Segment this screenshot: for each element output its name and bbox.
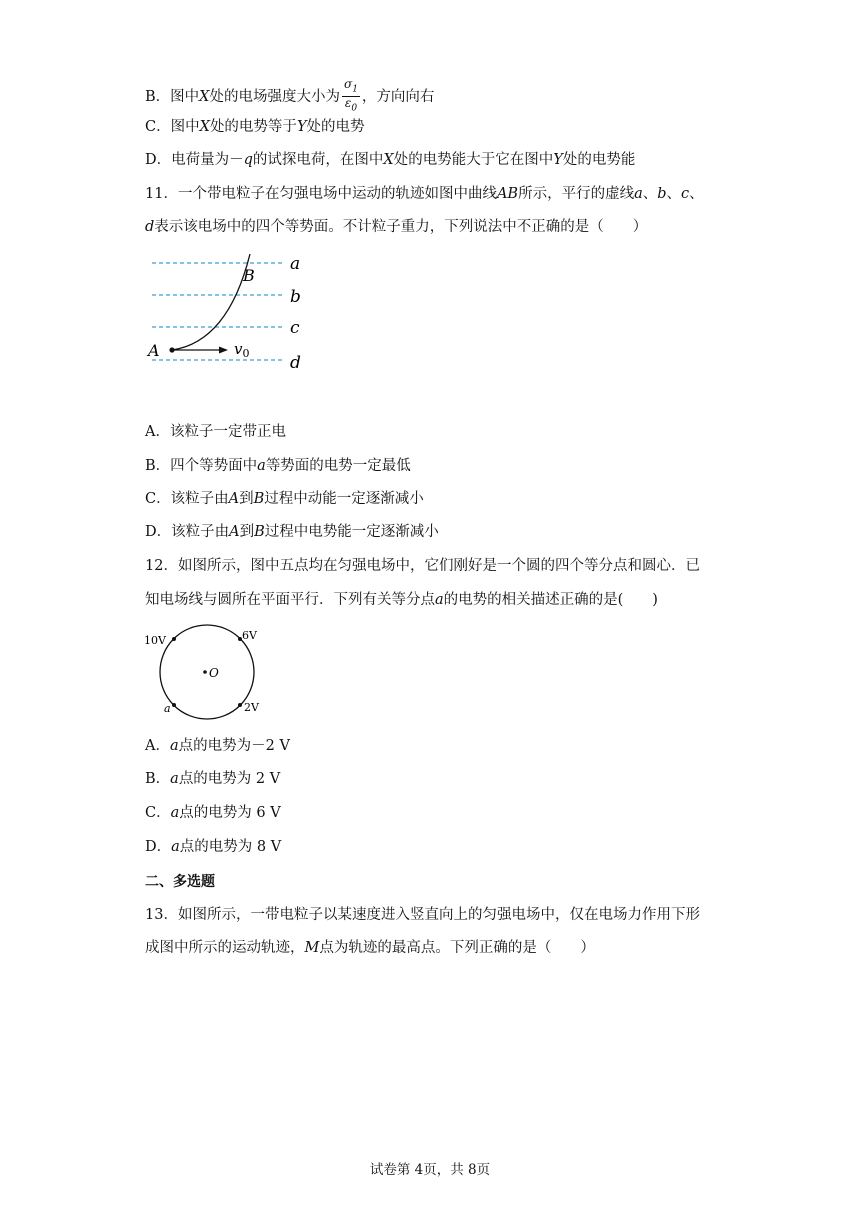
q12-stem-var: a bbox=[435, 592, 444, 608]
q11-stem-text-post: 所示，平行的虚线 bbox=[518, 186, 635, 202]
q11-d-var1: A bbox=[229, 524, 240, 540]
q10-d-var1: q bbox=[243, 152, 253, 168]
q10-option-b bbox=[145, 78, 434, 116]
q10-d-text-mid1: 的试探电荷，在图中 bbox=[252, 152, 384, 168]
label-line-c: c bbox=[290, 318, 300, 338]
velocity-arrow-head bbox=[219, 347, 228, 354]
q11-b-text: B．四个等势面中 bbox=[145, 458, 258, 474]
q12-b-text: 点的电势为 2 V bbox=[178, 771, 281, 787]
q11-option-b bbox=[145, 456, 411, 476]
label-a: a bbox=[164, 702, 171, 715]
label-10v: 10V bbox=[144, 634, 166, 647]
q10-d-var2: X bbox=[383, 152, 394, 168]
q11-equipotential-figure bbox=[140, 250, 320, 375]
q11-stem-text: 11．一个带电粒子在匀强电场中运动的轨迹如图中曲线 bbox=[145, 186, 497, 202]
q10-c-var1: X bbox=[199, 119, 210, 135]
q10-b-text: B．图中 bbox=[145, 88, 200, 105]
q11-stem-sep: 、 bbox=[666, 186, 682, 202]
q11-stem-sep: 、 bbox=[642, 186, 658, 202]
q12-d-label: D． bbox=[145, 839, 172, 855]
q11-stem-line1 bbox=[145, 184, 704, 204]
q13-stem-var: M bbox=[304, 940, 320, 956]
q11-stem-d: d bbox=[145, 219, 155, 235]
trajectory-curve-ab bbox=[172, 254, 250, 350]
q11-stem-line2 bbox=[145, 217, 647, 237]
q10-c-text: C．图中 bbox=[145, 119, 200, 135]
q11-c-var2: B bbox=[253, 491, 265, 507]
section-heading-multiple-choice: 二、多选题 bbox=[145, 874, 215, 890]
q10-d-text-post: 处的电势能 bbox=[562, 152, 636, 168]
q10-d-text-mid2: 处的电势能大于它在图中 bbox=[393, 152, 554, 168]
q13-stem-text2-post: 点为轨迹的最高点。下列正确的是（ ） bbox=[319, 940, 595, 956]
label-line-b: b bbox=[290, 287, 301, 307]
q11-d-text-mid: 到 bbox=[239, 524, 255, 540]
q11-stem-sep: 、 bbox=[689, 186, 704, 202]
q11-c-text-post: 过程中动能一定逐渐减小 bbox=[264, 491, 424, 507]
label-point-b: B bbox=[243, 266, 255, 285]
frac-denominator-sub: 0 bbox=[351, 103, 358, 114]
q11-option-d bbox=[145, 522, 439, 542]
q12-c-text: 点的电势为 6 V bbox=[179, 805, 281, 821]
q13-stem-line2 bbox=[145, 938, 595, 958]
point-a-dot bbox=[172, 703, 176, 707]
q12-b-label: B． bbox=[145, 771, 171, 787]
label-velocity: $v_0$ bbox=[234, 340, 250, 360]
q11-stem-b: b bbox=[657, 186, 667, 202]
q12-stem-text2-post: 的电势的相关描述正确的是( ) bbox=[443, 592, 658, 608]
q11-b-text-post: 等势面的电势一定最低 bbox=[265, 458, 411, 474]
q11-c-var1: A bbox=[228, 491, 240, 507]
q12-c-label: C． bbox=[145, 805, 171, 821]
q12-stem-line1 bbox=[145, 556, 700, 576]
label-line-d: d bbox=[290, 353, 301, 373]
q12-c-var: a bbox=[170, 805, 180, 821]
label-2v: 2V bbox=[244, 701, 259, 714]
q12-option-d bbox=[145, 837, 281, 857]
q11-d-var2: B bbox=[254, 524, 265, 540]
sigma-over-epsilon-fraction bbox=[342, 78, 360, 116]
q12-d-var: a bbox=[171, 839, 180, 855]
q13-stem-text2: 成图中所示的运动轨迹， bbox=[145, 940, 305, 956]
label-o: O bbox=[209, 666, 219, 680]
q11-stem-c: c bbox=[681, 186, 690, 202]
q11-option-c bbox=[145, 489, 424, 509]
q13-stem-line1 bbox=[145, 905, 700, 925]
q11-a-text: A．该粒子一定带正电 bbox=[145, 424, 286, 440]
q12-d-text: 点的电势为 8 V bbox=[179, 839, 282, 855]
q10-d-text: D．电荷量为－ bbox=[145, 152, 244, 168]
q12-b-var: a bbox=[170, 771, 179, 787]
point-2v-dot bbox=[238, 703, 242, 707]
q12-stem-text2: 知电场线与圆所在平面平行．下列有关等分点 bbox=[145, 592, 435, 608]
q12-option-a bbox=[145, 736, 290, 756]
q12-a-var: a bbox=[169, 738, 179, 754]
q11-c-text-mid: 到 bbox=[239, 491, 254, 507]
label-point-a: A bbox=[148, 341, 160, 360]
q10-b-text-post: ，方向向右 bbox=[361, 88, 435, 105]
q10-option-d bbox=[145, 150, 635, 170]
q11-stem-a: a bbox=[634, 186, 643, 202]
q12-option-c bbox=[145, 803, 281, 823]
q11-stem-var: AB bbox=[496, 186, 519, 202]
q12-a-label: A． bbox=[145, 738, 170, 754]
q11-c-text: C．该粒子由 bbox=[145, 491, 229, 507]
point-10v-dot bbox=[172, 637, 176, 641]
q10-d-var3: Y bbox=[553, 152, 563, 168]
label-6v: 6V bbox=[242, 629, 257, 642]
q12-option-b bbox=[145, 769, 280, 789]
center-o-dot bbox=[203, 670, 207, 674]
q10-b-var: X bbox=[199, 88, 210, 105]
q11-option-a bbox=[145, 422, 286, 442]
page-footer: 试卷第 4页，共 8页 bbox=[369, 1162, 491, 1178]
q11-d-text: D．该粒子由 bbox=[145, 524, 230, 540]
q12-stem-line2 bbox=[145, 590, 658, 610]
equipotential-lines bbox=[152, 263, 285, 360]
q10-option-c bbox=[145, 117, 365, 137]
label-line-a: a bbox=[290, 254, 301, 274]
frac-denominator: ε bbox=[344, 96, 352, 111]
q12-stem-text: 12．如图所示，图中五点均在匀强电场中，它们刚好是一个圆的四个等分点和圆心．已 bbox=[145, 558, 700, 574]
q10-b-text-mid: 处的电场强度大小为 bbox=[209, 88, 340, 105]
q10-c-text-post: 处的电势 bbox=[306, 119, 365, 135]
q12-circle-figure bbox=[140, 622, 270, 722]
frac-numerator-sub: 1 bbox=[352, 84, 358, 95]
q10-c-var2: Y bbox=[296, 119, 307, 135]
q11-d-text-post: 过程中电势能一定逐渐减小 bbox=[264, 524, 439, 540]
frac-numerator: σ bbox=[343, 77, 353, 91]
q12-a-text: 点的电势为－2 V bbox=[178, 738, 290, 754]
q13-stem-text: 13．如图所示，一带电粒子以某速度进入竖直向上的匀强电场中，仅在电场力作用下形 bbox=[145, 907, 700, 923]
q11-b-var: a bbox=[257, 458, 266, 474]
q10-c-text-mid: 处的电势等于 bbox=[209, 119, 297, 135]
q11-stem-text2: 表示该电场中的四个等势面。不计粒子重力，下列说法中不正确的是（ ） bbox=[154, 219, 648, 235]
